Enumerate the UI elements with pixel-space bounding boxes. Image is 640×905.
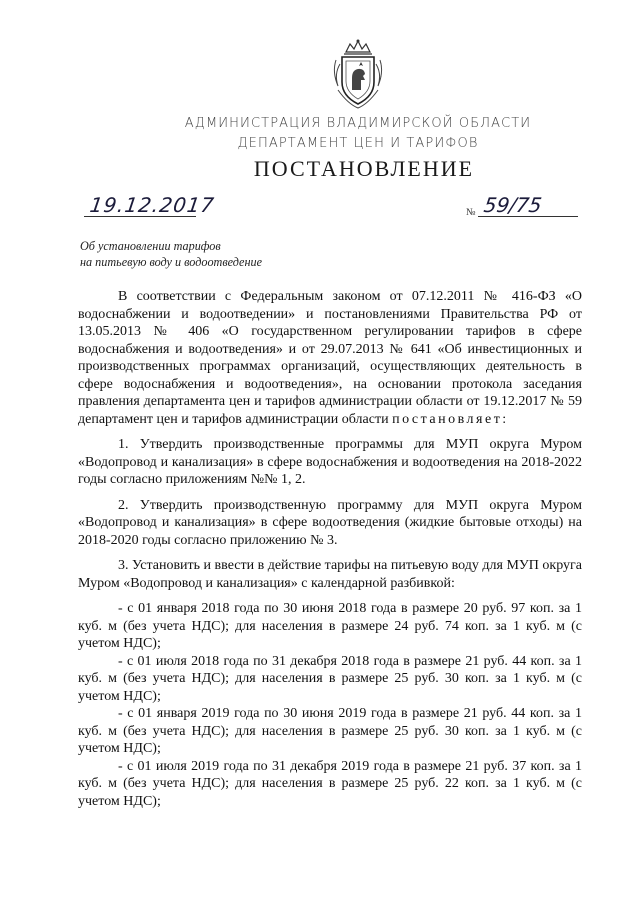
subject-line2: на питьевую воду и водоотведение (80, 255, 263, 269)
item-3: 3. Установить и ввести в действие тарифы на питьевую воду для МУП округа Муром «Водопровод и канализация» с календарной разбивкой: (78, 558, 582, 591)
org-name-line2: ДЕПАРТАМЕНТ ЦЕН И ТАРИФОВ (237, 136, 479, 151)
document-body (78, 288, 582, 810)
date-underline (84, 216, 196, 217)
number-sign: № (466, 207, 476, 218)
resolves-word: постановляет: (392, 411, 509, 427)
coat-of-arms-icon (328, 38, 388, 110)
org-name-line1: АДМИНИСТРАЦИЯ ВЛАДИМИРСКОЙ ОБЛАСТИ (184, 116, 532, 131)
item-2: 2. Утвердить производственную программу для МУП округа Муром «Водопровод и канализация» в сфере водоотведения (жидкие бытовые отходы) на 2018-2020 годы согласно приложению № 3. (78, 497, 582, 548)
document-number: 59/75 (482, 193, 544, 217)
item-1: 1. Утвердить производственные программы для МУП округа Муром «Водопровод и канализация» в сфере водоснабжения и водоотведения на 2018-2022 годы согласно приложениям №№ 1, 2. (78, 437, 582, 487)
rate-item: - с 01 июля 2019 года по 31 декабря 2019 года в размере 21 руб. 37 коп. за 1 куб. м (без учета НДС); для населения в размере 25 руб. 22 коп. за 1 куб. м (с учетом НДС); (78, 758, 582, 809)
document-subject (80, 238, 340, 270)
subject-line1: Об установлении тарифов (80, 239, 221, 253)
document-title: ПОСТАНОВЛЕНИЕ (253, 156, 475, 181)
document-date: 19.12.2017 (88, 193, 217, 217)
rate-item: - с 01 января 2019 года по 30 июня 2019 года в размере 21 руб. 44 коп. за 1 куб. м (без учета НДС); для населения в размере 25 руб. 30 коп. за 1 куб. м (с учетом НДС); (78, 706, 582, 756)
rate-item: - с 01 июля 2018 года по 31 декабря 2018 года в размере 21 руб. 44 коп. за 1 куб. м (без учета НДС); для населения в размере 25 руб. 30 коп. за 1 куб. м (с учетом НДС); (78, 653, 582, 704)
number-underline (478, 216, 578, 217)
preamble-paragraph (78, 288, 582, 428)
preamble-text: В соответствии с Федеральным законом от 07.12.2011 № 416-ФЗ «О водоснабжении и водоотведении» и постановлениями Правительства РФ от 13.05.2013 № 406 «О государственном регулировании тарифов в сфере водоснабжения и водоотведения» и от 29.07.2013 № 641 «Об инвестиционных и производственных программах организаций, осуществляющих деятельность в сфере водоснабжения и водоотведения», на основании протокола заседания правления департамента цен и тарифов администрации области от 19.12.2017 № 59 департамент цен и тарифов администрации области (78, 289, 582, 427)
rate-item: - с 01 января 2018 года по 30 июня 2018 года в размере 20 руб. 97 коп. за 1 куб. м (без учета НДС); для населения в размере 24 руб. 74 коп. за 1 куб. м (с учетом НДС); (78, 601, 582, 651)
